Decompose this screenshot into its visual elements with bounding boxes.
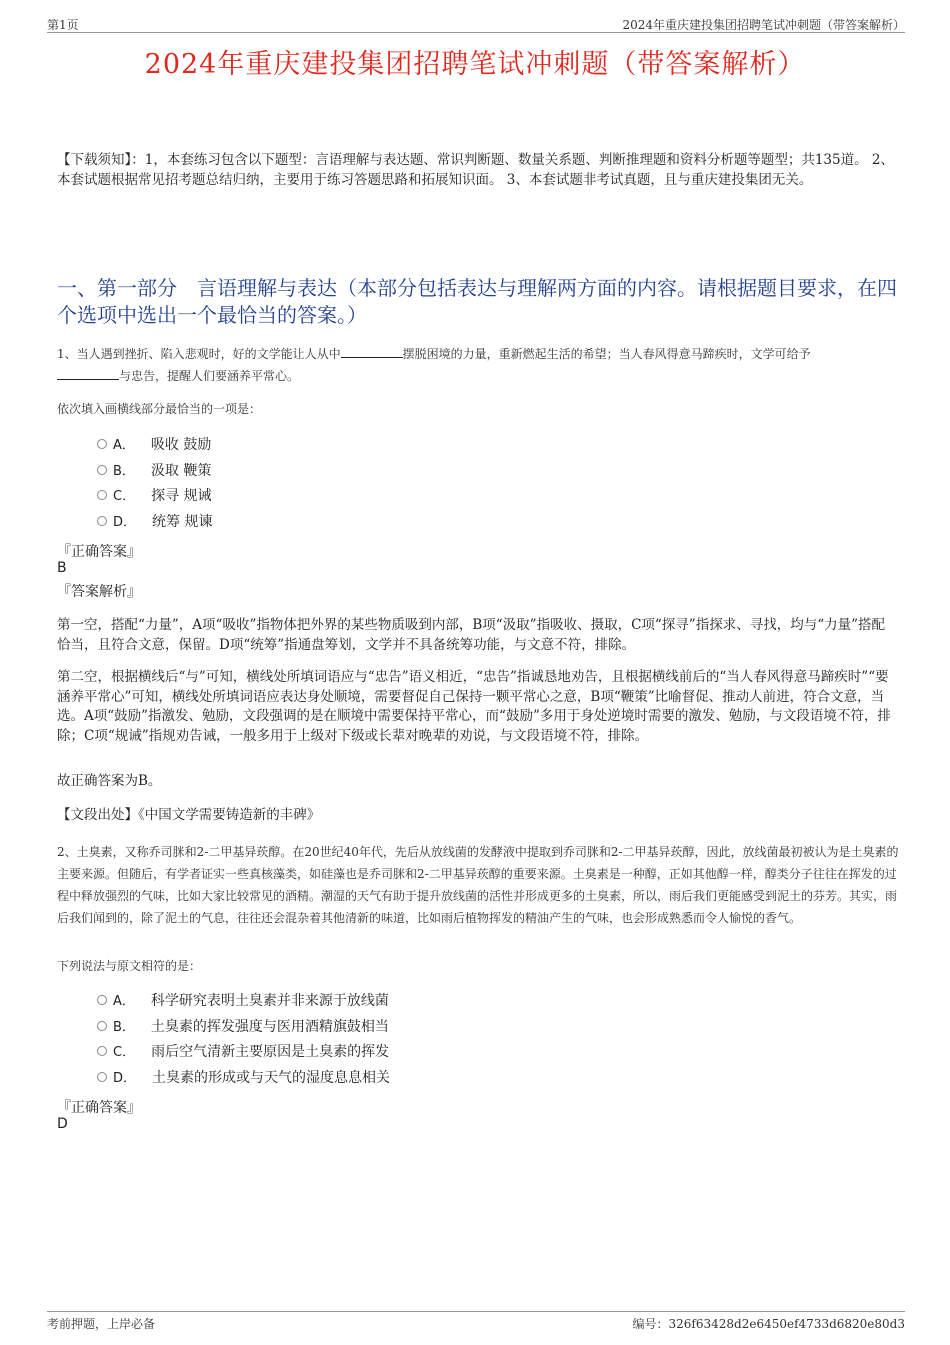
q1-blank-1 [341,347,403,358]
q2-answer: D [57,1116,68,1132]
q2-answer-label: 『正确答案』 [57,1100,141,1116]
q1-option-a[interactable]: A． 吸收 鼓励 [97,433,212,459]
document-title: 2024年重庆建投集团招聘笔试冲刺题（带答案解析） [144,49,806,80]
page-footer [47,1311,905,1337]
q2-prompt: 下列说法与原文相符的是： [57,959,202,973]
q1-source: 【文段出处】《中国文学需要铸造新的丰碑》 [57,807,321,823]
q1-analysis-2: 第二空，根据横线后“与”可知，横线处所填词语应与“忠告”语义相近，“忠告”指诚恳地劝告，且根据横线前后的“当人春风得意马蹄疾时”“要涵养平常心”可知，横线处所填词语应表达身处顺境，需要督促自己保持一颗平常心之意，B项“鞭策”比喻督促、推动人前进，符合文意，当选。A项“鼓励”指激发、勉励，文段强调的是在顺境中需要保持平常心，而“鼓励”多用于身处逆境时需要的激发、勉励，与文段语境不符，排除；C项“规诫”指规劝告诫，一般多用于上级对下级或长辈对晚辈的劝说，与文段语境不符，排除。 [57,669,891,744]
radio-icon[interactable] [97,995,107,1005]
q1-option-d[interactable]: D． 统筹 规谏 [97,510,212,536]
radio-icon[interactable] [97,1021,107,1031]
q2-stem: 2、土臭素，又称乔司脒和2-二甲基异莰醇。在20世纪40年代，先后从放线菌的发酵液中提取到乔司脒和2-二甲基异莰醇，因此，放线菌最初被认为是土臭素的主要来源。但随后，有学者证实一些真核藻类，如硅藻也是乔司脒和2-二甲基异莰醇的重要来源。土臭素是一种醇，正如其他醇一样，醇类分子往往在挥发的过程中释放强烈的气味，比如大家比较常见的酒精。潮湿的天气有助于提升放线菌的活性并形成更多的土臭素，所以，雨后我们更能感受到泥土的芬芳。其实，雨后我们闻到的，除了泥土的气息，往往还会混杂着其他清新的味道，比如雨后植物挥发的精油产生的气味，也会形成熟悉而令人愉悦的香气。 [57,845,899,925]
q1-stem-part-a: 1、当人遇到挫折、陷入悲观时，好的文学能让人从中 [57,347,341,361]
radio-icon[interactable] [97,490,107,500]
radio-icon[interactable] [97,439,107,449]
radio-icon[interactable] [97,1072,107,1082]
q1-option-b[interactable]: B． 汲取 鞭策 [97,459,212,485]
q1-stem-part-c: 与忠告，提醒人们要涵养平常心。 [119,369,300,383]
section-heading: 一、第一部分 言语理解与表达（本部分包括表达与理解两方面的内容。请根据题目要求，在四个选项中选出一个最恰当的答案。） [57,276,897,327]
footer-slogan: 考前押题，上岸必备 [47,1317,156,1331]
q1-options [97,433,212,536]
page-number: 第1页 [47,18,79,32]
header-doc-title: 2024年重庆建投集团招聘笔试冲刺题（带答案解析） [622,18,905,32]
radio-icon[interactable] [97,516,107,526]
footer-serial: 编号：326f63428d2e6450ef4733d6820e80d3 [632,1317,905,1331]
radio-icon[interactable] [97,465,107,475]
page-header [47,14,905,33]
q1-analysis-1: 第一空，搭配“力量”，A项“吸收”指物体把外界的某些物质吸到内部，B项“汲取”指吸收、摄取，C项“探寻”指探求、寻找，均与“力量”搭配恰当，且符合文意，保留。D项“统筹”指通盘筹划，文学并不具备统筹功能，与文意不符，排除。 [57,617,886,653]
q1-option-c[interactable]: C． 探寻 规诫 [97,484,212,510]
q2-option-d[interactable]: D． 土臭素的形成或与天气的湿度息息相关 [97,1066,390,1092]
q1-conclusion: 故正确答案为B。 [57,773,162,789]
q1-blank-2 [57,369,119,380]
q1-answer: B [57,560,67,576]
q2-options [97,989,390,1092]
q1-stem-part-b: 摆脱困境的力量，重新燃起生活的希望；当人春风得意马蹄疾时，文学可给予 [402,347,811,361]
q1-prompt: 依次填入画横线部分最恰当的一项是： [57,402,262,416]
radio-icon[interactable] [97,1046,107,1056]
q1-stem [57,343,902,387]
q2-option-a[interactable]: A． 科学研究表明土臭素并非来源于放线菌 [97,989,390,1015]
download-notice: 【下载须知】：1，本套练习包含以下题型：言语理解与表达题、常识判断题、数量关系题、判断推理题和资料分析题等题型；共135道。 2、本套试题根据常见招考题总结归纳，主要用于练习答题思路和拓展知识面。 3、本套试题非考试真题，且与重庆建投集团无关。 [57,152,894,188]
q2-option-b[interactable]: B． 土臭素的挥发强度与医用酒精旗鼓相当 [97,1015,390,1041]
q1-answer-label: 『正确答案』 [57,544,141,560]
q1-analysis-label: 『答案解析』 [57,584,141,600]
q2-option-c[interactable]: C． 雨后空气清新主要原因是土臭素的挥发 [97,1040,390,1066]
